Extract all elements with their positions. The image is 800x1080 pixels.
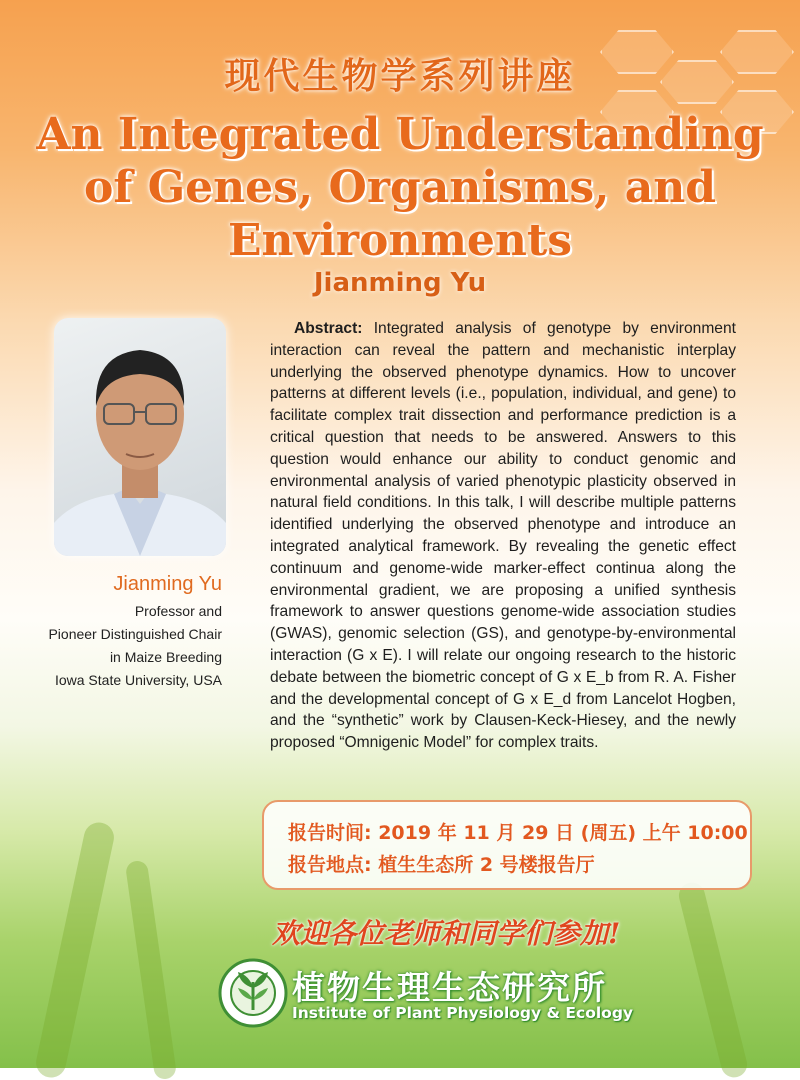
event-location: 报告地点: 植生生态所 2 号楼报告厅 bbox=[288, 854, 595, 876]
institute-name-en: Institute of Plant Physiology & Ecology bbox=[292, 1004, 634, 1022]
lecture-title bbox=[20, 108, 780, 267]
institute-name-cn: 植物生理生态研究所 bbox=[292, 968, 607, 1007]
abstract-body: Integrated analysis of genotype by environment interaction can reveal the pattern and mechanistic interplay underlying the observed phenotype dynamics. How to uncover patterns at different levels (i.e., population, individual, and gene) to facilitate complex trait dissection and performance prediction is a critical question that needs to be answered. Answers to this question would enhance our ability to conduct genomic and environmental analysis of varied phenotypic plasticity observed in natural field conditions. In this talk, I will describe multiple patterns identified underlying the observed phenotype and introduce an integrated analytical framework. By revealing the genetic effect continuum and genome-wide marker-effect continua along the environmental gradient, we are proposing a unified synthesis framework to answer questions genome-wide association studies (GWAS), genomic selection (GS), and genotype-by-environmental interaction (G x E). I will relate our ongoing research to the historic debate between the biometric concept of G x E_b from R. A. Fisher and the developmental concept of G x E_d from Lancelot Hogben, and the “synthetic” work by Clausen-Keck-Hiesey, and the newly proposed “Omnigenic Model” for complex traits. bbox=[270, 320, 736, 752]
bio-line: Professor and bbox=[134, 603, 222, 619]
speaker-photo bbox=[54, 318, 226, 556]
welcome-message: 欢迎各位老师和同学们参加! bbox=[272, 917, 621, 950]
series-title: 现代生物学系列讲座 bbox=[224, 56, 576, 97]
title-line: Environments bbox=[228, 215, 572, 266]
title-line: of Genes, Organisms, and bbox=[83, 162, 717, 213]
abstract-label: Abstract: bbox=[294, 320, 363, 337]
title-line: An Integrated Understanding bbox=[36, 109, 764, 160]
bio-line: Pioneer Distinguished Chair bbox=[48, 626, 222, 642]
event-time: 报告时间: 2019 年 11 月 29 日 (周五) 上午 10:00 bbox=[288, 822, 748, 844]
speaker-name: Jianming Yu bbox=[313, 268, 487, 298]
bio-line: in Maize Breeding bbox=[109, 649, 222, 665]
bio-line: Iowa State University, USA bbox=[54, 672, 222, 688]
abstract-text bbox=[270, 318, 736, 754]
bio-name: Jianming Yu bbox=[113, 573, 222, 595]
event-info-box bbox=[262, 800, 752, 890]
institute-logo-icon bbox=[218, 958, 288, 1028]
